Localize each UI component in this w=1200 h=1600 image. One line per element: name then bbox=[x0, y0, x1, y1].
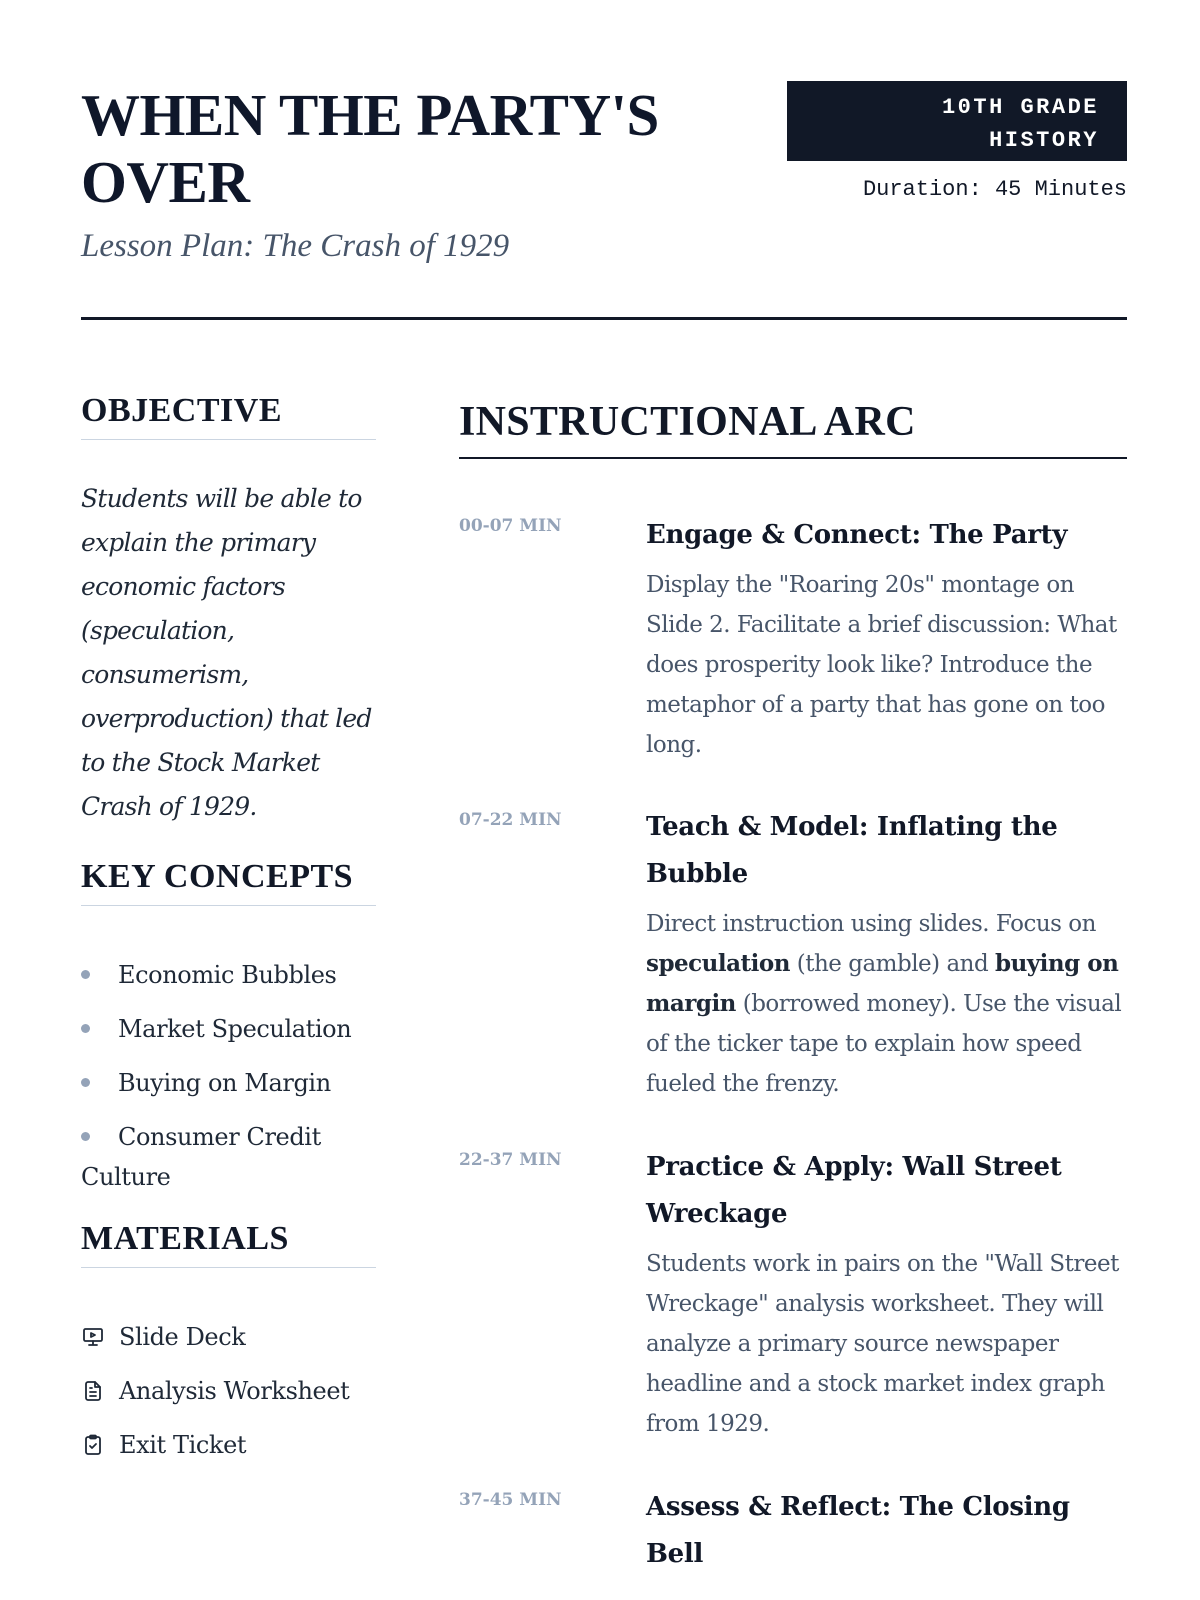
concept-label: Buying on Margin bbox=[118, 1069, 331, 1097]
list-item bbox=[81, 1009, 381, 1049]
key-concepts-list bbox=[81, 955, 381, 1211]
key-concepts-heading: KEY CONCEPTS bbox=[81, 858, 376, 906]
lesson-title: WHEN THE PARTY'S OVER bbox=[81, 82, 659, 215]
bullet-icon bbox=[81, 1078, 90, 1087]
materials-list bbox=[81, 1317, 381, 1479]
duration-label: Duration: 45 Minutes bbox=[862, 177, 1127, 202]
list-item bbox=[81, 1425, 381, 1465]
list-item bbox=[81, 1117, 381, 1197]
step-text-segment: (the gamble) and bbox=[789, 951, 996, 977]
grade-badge bbox=[787, 81, 1127, 161]
header-divider bbox=[81, 317, 1127, 320]
lesson-subtitle: Lesson Plan: The Crash of 1929 bbox=[81, 228, 510, 264]
step-description: Students work in pairs on the "Wall Street Wreckage" analysis worksheet. They will analyze a primary source newspaper headline and a stock market index graph from 1929. bbox=[646, 1251, 1119, 1437]
material-label: Analysis Worksheet bbox=[119, 1377, 350, 1405]
step-emphasis: speculation bbox=[646, 950, 790, 977]
grade-badge-line-2: HISTORY bbox=[989, 128, 1099, 153]
step-time: 07-22 MIN bbox=[459, 810, 562, 830]
bullet-icon bbox=[81, 970, 90, 979]
step-heading: Teach & Model: Inflating the Bubble bbox=[646, 812, 1058, 889]
material-label: Exit Ticket bbox=[119, 1431, 247, 1459]
bullet-icon bbox=[81, 1024, 90, 1033]
concept-label: Economic Bubbles bbox=[118, 961, 337, 989]
step-time: 00-07 MIN bbox=[459, 516, 562, 536]
clipboard-check-icon bbox=[81, 1433, 105, 1457]
lesson-plan-page bbox=[81, 0, 1127, 1600]
list-item bbox=[81, 1063, 381, 1103]
material-label: Slide Deck bbox=[119, 1323, 246, 1351]
step-heading: Engage & Connect: The Party bbox=[646, 520, 1068, 550]
concept-label: Consumer Credit Culture bbox=[81, 1123, 321, 1191]
step-description: Display the "Roaring 20s" montage on Slide 2. Facilitate a brief discussion: What does prosperity look like? Introduce the metaphor of a party that has gone on too long. bbox=[646, 572, 1117, 758]
step-time: 22-37 MIN bbox=[459, 1150, 562, 1170]
step-heading: Assess & Reflect: The Closing Bell bbox=[646, 1492, 1070, 1569]
bullet-icon bbox=[81, 1132, 90, 1141]
grade-badge-line-1: 10TH GRADE bbox=[941, 95, 1099, 120]
concept-label: Market Speculation bbox=[118, 1015, 352, 1043]
step-time: 37-45 MIN bbox=[459, 1490, 562, 1510]
step-heading: Practice & Apply: Wall Street Wreckage bbox=[646, 1152, 1062, 1229]
step-description bbox=[646, 904, 1131, 1104]
list-item bbox=[81, 1371, 381, 1411]
materials-heading: MATERIALS bbox=[81, 1220, 376, 1268]
step-text-segment: (borrowed money). Use the visual of the ticker tape to explain how speed fueled the frenzy. bbox=[646, 991, 1122, 1097]
objective-heading: OBJECTIVE bbox=[81, 392, 376, 440]
instructional-arc-heading: INSTRUCTIONAL ARC bbox=[459, 398, 1127, 459]
document-icon bbox=[81, 1379, 105, 1403]
presentation-icon bbox=[81, 1325, 105, 1349]
step-emphasis: buying on margin bbox=[646, 950, 1119, 1017]
step-text-segment: Direct instruction using slides. Focus on bbox=[646, 911, 1096, 937]
list-item bbox=[81, 955, 381, 995]
list-item bbox=[81, 1317, 381, 1357]
objective-text: Students will be able to explain the primary economic factors (speculation, consumerism, overproduction) that led to the Stock Market Crash of 1929. bbox=[81, 484, 372, 821]
